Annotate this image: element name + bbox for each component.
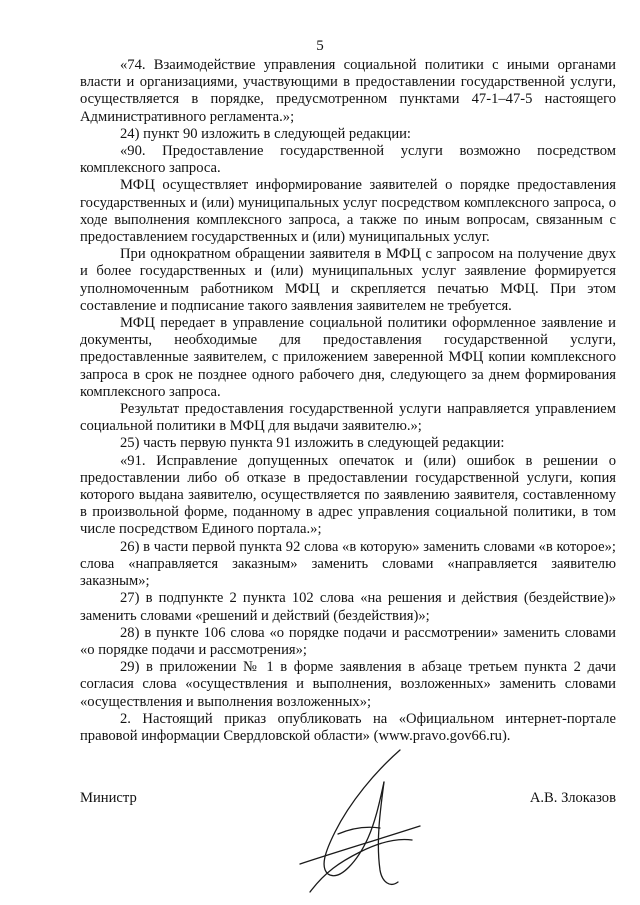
handwritten-signature: [280, 742, 440, 902]
paragraph-90-intro: «90. Предоставление государственной услуги возможно посредством комплексного запроса.: [80, 143, 616, 177]
document-body: [80, 57, 616, 745]
paragraph-result: Результат предоставления государственной услуги направляется управлением социальной политики в МФЦ для выдачи заявителю.»;: [80, 401, 616, 435]
paragraph-item-27: 27) в подпункте 2 пункта 102 слова «на решения и действия (бездействие)» заменить словами «решений и действий (бездействия)»;: [80, 590, 616, 624]
paragraph-publication: 2. Настоящий приказ опубликовать на «Официальном интернет-портале правовой информации Свердловской области» (www.pravo.gov66.ru).: [80, 710, 616, 744]
paragraph-item-28: 28) в пункте 106 слова «о порядке подачи и рассмотрении» заменить словами «о порядке подачи и рассмотрения»;: [80, 624, 616, 658]
paragraph-item-25: 25) часть первую пункта 91 изложить в следующей редакции:: [120, 435, 505, 452]
paragraph-91-text: «91. Исправление допущенных опечаток и (или) ошибок в решении о предоставлении либо об отказе в предоставлении государственной услуги, копия которого выдана заявителю, осуществляется по заявлению заявителя, составленному в произвольной форме, поданному в адрес управления социальной политики, в том числе посредством Единого портала.»;: [80, 452, 616, 538]
paragraph-74-amendment: «74. Взаимодействие управления социальной политики с иными органами власти и организациями, участвующими в предоставлении государственной услуги, осуществляется в порядке, предусмотренном пунктами 47-1–47-5 настоящего Административного регламента.»;: [80, 57, 616, 125]
paragraph-item-26: 26) в части первой пункта 92 слова «в которую» заменить словами «в которое»; слова «направляется заказным» заменить словами «направляется заявителю заказным»;: [80, 538, 616, 590]
paragraph-mfc-transfer: МФЦ передает в управление социальной политики оформленное заявление и документы, необходимые для предоставления государственной услуги, предоставленные заявителем, с приложением заверенной МФЦ копии комплексного запроса в срок не позднее одного рабочего дня, следующего за днем формирования комплексного запроса.: [80, 315, 616, 400]
paragraph-single-request: При однократном обращении заявителя в МФЦ с запросом на получение двух и более государственных и (или) муниципальных услуг заявление формируется уполномоченным работником МФЦ и скрепляется печатью МФЦ. При этом составление и подписание такого заявления заявителем не требуется.: [80, 246, 616, 314]
paragraph-item-29: 29) в приложении № 1 в форме заявления в абзаце третьем пункта 2 дачи согласия слова «осуществления и выполнения, возложенных» заменить словами «осуществления и выполнения возложенных»;: [80, 659, 616, 710]
paragraph-item-24: 24) пункт 90 изложить в следующей редакции:: [120, 125, 411, 142]
paragraph-mfc-informing: МФЦ осуществляет информирование заявителей о порядке предоставления государственных и (или) муниципальных услуг посредством комплексного запроса, о ходе выполнения комплексного запроса, а также по иным вопросам, связанным с предоставлением государственных и (или) муниципальных услуг.: [80, 177, 616, 246]
page-number: 5: [316, 38, 324, 54]
signatory-name: А.В. Злоказов: [529, 790, 616, 806]
signatory-title: Министр: [80, 790, 137, 806]
